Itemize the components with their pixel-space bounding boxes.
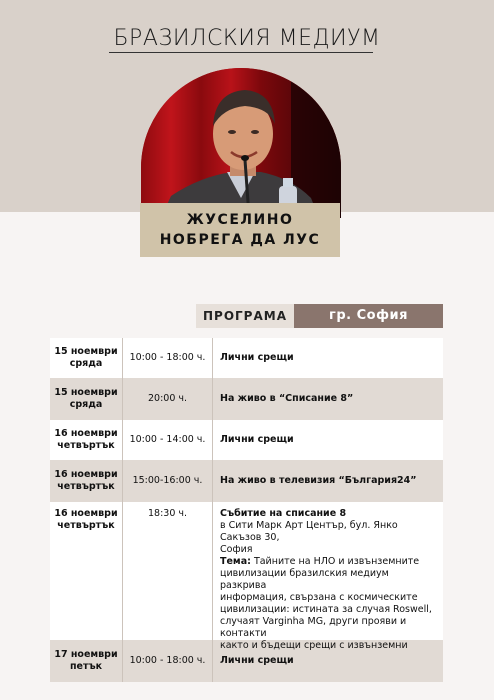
event-title: На живо в “Списание 8” — [220, 393, 354, 404]
topic-text: информация, свързана с космическите — [220, 592, 418, 603]
date-text: 16 ноември — [54, 508, 118, 519]
program-label: ПРОГРАМА — [196, 304, 294, 328]
weekday-text: петък — [69, 661, 103, 672]
weekday-text: сряда — [69, 358, 103, 369]
time-text: 10:00 - 18:00 ч. — [129, 352, 206, 363]
date-cell — [50, 502, 123, 640]
date-cell — [50, 460, 123, 502]
time-cell — [123, 460, 213, 502]
event-cell — [213, 460, 443, 502]
date-text: 16 ноември — [54, 428, 118, 439]
schedule-row — [50, 502, 443, 651]
time-cell — [123, 640, 213, 682]
speaker-name-line1: ЖУСЕЛИНО — [186, 212, 294, 228]
schedule-row — [50, 640, 443, 682]
event-title: На живо в телевизия “България24” — [220, 475, 417, 486]
schedule-row — [50, 420, 443, 460]
speaker-name-line2: НОБРЕГА ДА ЛУС — [159, 232, 321, 248]
weekday-text: четвъртък — [57, 440, 115, 451]
date-cell — [50, 338, 123, 378]
schedule-row — [50, 338, 443, 378]
weekday-text: четвъртък — [57, 481, 115, 492]
time-cell — [123, 338, 213, 378]
topic-text: цивилизации: истината за случая Roswell, — [220, 604, 432, 615]
time-text: 20:00 ч. — [147, 393, 188, 404]
event-title: Събитие на списание 8 — [220, 508, 347, 519]
date-text: 16 ноември — [54, 469, 118, 480]
topic-text: както и бъдещи срещи с извънземни — [220, 640, 408, 651]
date-text: 15 ноември — [54, 387, 118, 398]
date-cell — [50, 640, 123, 682]
event-cell — [213, 640, 443, 682]
topic-text: Тайните на НЛО и извънземните — [253, 556, 420, 567]
time-cell — [123, 502, 213, 640]
time-text: 10:00 - 14:00 ч. — [129, 434, 206, 445]
date-cell — [50, 378, 123, 420]
time-cell — [123, 378, 213, 420]
date-text: 17 ноември — [54, 649, 118, 660]
city-label: гр. София — [294, 304, 443, 328]
date-cell — [50, 420, 123, 460]
weekday-text: четвъртък — [57, 520, 115, 531]
event-topic — [220, 556, 437, 568]
time-text: 15:00-16:00 ч. — [132, 475, 203, 486]
speaker-name-box — [140, 203, 340, 257]
event-cell — [213, 338, 443, 378]
time-cell — [123, 420, 213, 460]
schedule-table — [50, 338, 443, 682]
date-text: 15 ноември — [54, 346, 118, 357]
event-cell — [213, 502, 443, 651]
event-venue: София — [220, 544, 253, 555]
event-title: Лични срещи — [220, 655, 294, 666]
page-title: БРАЗИЛСКИЯ МЕДИУМ — [113, 26, 381, 51]
topic-text: цивилизации бразилския медиум разкрива — [220, 568, 389, 591]
event-cell — [213, 420, 443, 460]
title-divider — [109, 52, 373, 53]
schedule-row — [50, 460, 443, 502]
time-text: 10:00 - 18:00 ч. — [129, 655, 206, 666]
topic-label: Тема: — [220, 556, 251, 567]
event-cell — [213, 378, 443, 420]
event-title: Лични срещи — [220, 434, 294, 445]
topic-text: случаят Varginha MG, други прояви и контакти — [220, 616, 407, 639]
event-title: Лични срещи — [220, 352, 294, 363]
schedule-row — [50, 378, 443, 420]
time-text: 18:30 ч. — [147, 508, 188, 519]
event-venue: в Сити Марк Арт Център, бул. Янко Сакъзов 30, — [220, 520, 398, 543]
weekday-text: сряда — [69, 399, 103, 410]
